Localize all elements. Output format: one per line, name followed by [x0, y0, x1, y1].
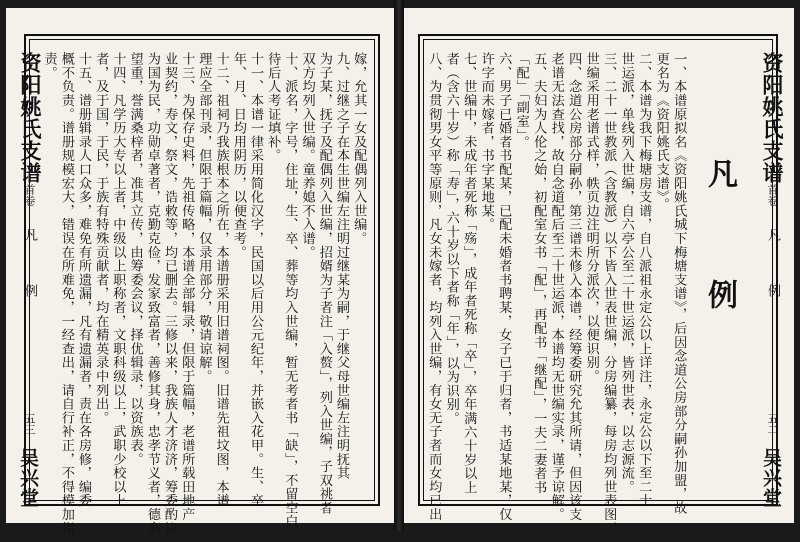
text-column: 十二、祖祠乃我族根本之所在，本谱册采用旧谱祠图。旧谱先祖坟图，本谱 [213, 52, 229, 508]
text-column: 二、本谱为我下梅塘房支谱，自八派祖永定公以上详注，永定公以下至二十 [636, 52, 652, 508]
text-column: 九、过继之子在本生世编左注明过继某为嗣，于继父母世编左注明抚其 [334, 52, 349, 480]
right-heading: 凡 例 [702, 158, 737, 337]
text-column: 五、夫妇为人伦之始，初配室女书「配」，再配书「继配」，一夫二妻者书 [531, 52, 547, 495]
text-column: 六、男子已婚者书配某，已配未婚者书聘某，女子已于归者，书适某地某，仅 [496, 52, 512, 522]
text-column: 三、二十一世教派（含教派）以下皆入世表世编，分房编纂，每房均列世表图， [601, 52, 617, 535]
text-column: 望重，誉满桑梓者，准其立传，由筹委会议，择优辑录，以资族表。 [127, 52, 143, 466]
text-column: 待后人考证填补。 [265, 52, 281, 163]
text-column: 双方均列入世编。童养媳不入谱。 [299, 52, 315, 259]
left-page [6, 8, 394, 542]
text-column: 十三、为保存史料，先祖传略，本谱全部辑录，但限于篇幅，老谱所载田地产 [179, 52, 195, 522]
book-gutter [394, 0, 404, 531]
right-volume-label: 首卷 [766, 184, 779, 206]
text-column: 世运派，单线列入世编，自六亭公至二十世运派，皆列世表，以志源流。 [618, 52, 634, 494]
text-column: 更名为《资阳姚氏支谱》。 [653, 52, 669, 211]
text-column: 许字而未嫁者，书字某地某。 [478, 52, 494, 232]
text-column: 十五、谱册辑录人口众多，难免有所遗漏，凡有遗漏者，责在各房修，编委 [76, 52, 91, 508]
text-column: 者，及于国，于民，于族有特殊贡献者，均在精英录中列出。 [93, 52, 109, 425]
text-column: 十一、本谱一律采用简化汉字，民国以后用公元纪年，并嵌入花甲。生、卒 [248, 52, 263, 508]
text-column: 老谱无法查找，故自念道配后至二十世运派，本谱均无世编实录，谨予谅解。 [548, 52, 564, 522]
text-column: 四、念道公房部分嗣孙，第三谱未修入本谱，经筹委研究允其所请，但因该支 [566, 52, 582, 522]
text-column: 嫁，允其一女及配偶列入世编。 [351, 52, 367, 246]
left-book-title: 资阳姚氏支谱 [18, 52, 43, 184]
left-hall-name: 吴兴堂 [17, 448, 39, 508]
right-hall-name: 吴兴堂 [760, 448, 782, 508]
text-column: 为国为民，功勋卓著者，克勤克俭，发家致富者，善修其身，忠孝节义者，德高 [144, 52, 160, 535]
left-section-label: 凡 例 [22, 228, 37, 311]
right-book-title: 资阳姚氏支谱 [760, 52, 785, 184]
text-column: 者（含六十岁）称「寿」，六十岁以下者称「年」，以为识别。 [443, 52, 459, 426]
right-page [404, 8, 794, 535]
right-section-label: 凡 例 [765, 228, 780, 311]
text-column: 业契约，寿文，祭文，诰敕等，均已删去。三修以来，我族人才济济，筹委酌议 [162, 52, 177, 535]
text-column: 责。 [41, 52, 57, 80]
text-column: 十、派名，字号，住址，生、卒、葬等均入世编，暂无考者书「缺」，不留空白， [282, 52, 298, 542]
text-column: 一、本谱原拟名《资阳姚氏城下梅塘支谱》，后因念道公房部分嗣孙加盟，故 [671, 52, 687, 515]
right-page-number: 五二 [766, 413, 779, 435]
text-column: 八、为贯彻男女平等原则，凡女未嫁者，均列入世编，有女无子者而女均已出 [426, 52, 442, 522]
left-page-number: 五三 [23, 413, 36, 435]
text-column: 理应全部刊录，但限于篇幅，仅录用部分，敬请谅解。 [196, 52, 212, 384]
text-column: 年、月、日均用阴历，以便查考。 [230, 52, 246, 259]
text-column: 为子某，抚子及配偶列入世编，招婿为子者注「入赘」，列入世编，子双祧者 [316, 52, 332, 515]
left-volume-label: 首卷 [23, 184, 36, 206]
text-column: 「配」「副室」。 [513, 52, 529, 150]
text-column: 七、世编中，未成年者死称「殇」，成年者死称「卒」，卒年满六十岁以上 [461, 52, 477, 495]
text-column: 十四、凡学历大专以上者，中级以上职称者，文职科级以上，武职少校以上 [110, 52, 126, 508]
text-column: 概不负责。谱册规模宏大，错误在所难免，一经查出，请自行补正，不得模加指 [58, 52, 74, 535]
text-column: 世编采用老谱式样，帙页边注明所分派次，以便识别。 [583, 52, 599, 384]
